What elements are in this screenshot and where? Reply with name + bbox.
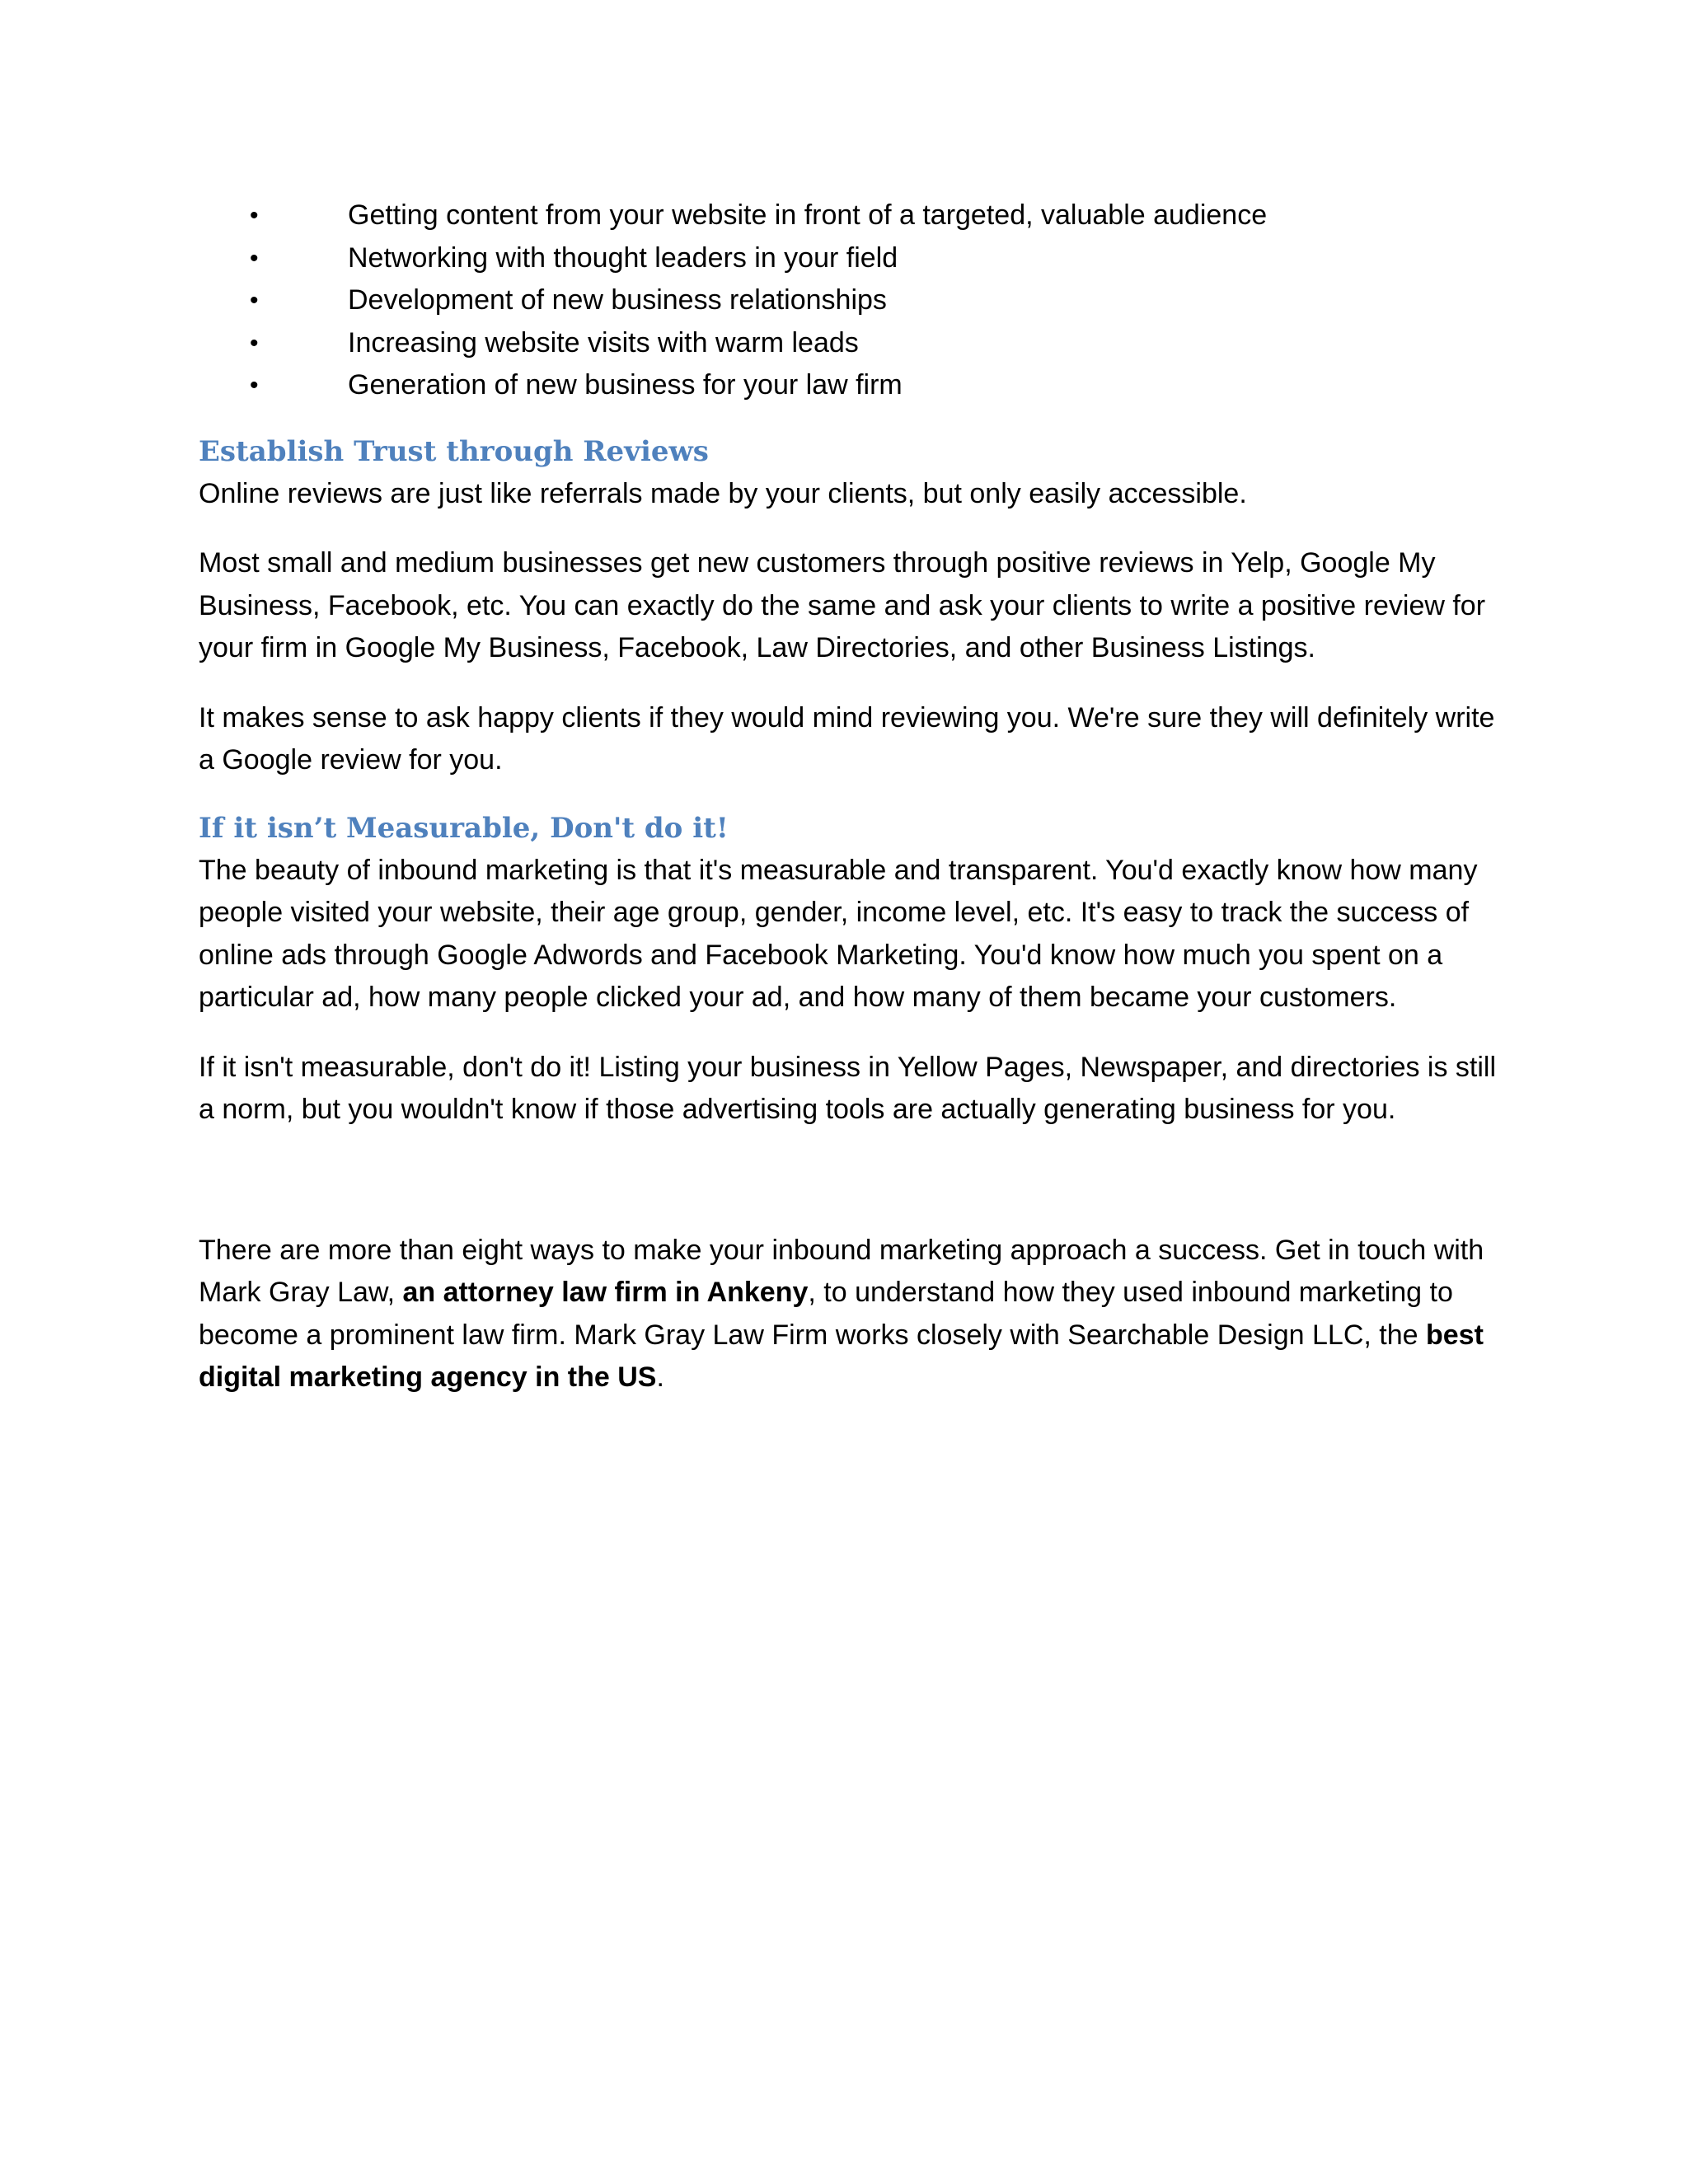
- measurable-paragraph-1: The beauty of inbound marketing is that it's measurable and transparent. You'd exactly know how many people visited your website, their age group, gender, income level, etc. It's easy to track the success of online ads through Google Adwords and Facebook Marketing. You'd know how much you spent on a particular ad, how many people clicked your ad, and how many of them became your customers.: [199, 854, 1478, 1013]
- list-item-text: Networking with thought leaders in your field: [348, 241, 898, 274]
- benefits-list: [199, 194, 1501, 407]
- closing-bold-link-2: best digital marketing agency in the US: [199, 1319, 1484, 1393]
- document-content: [199, 194, 1501, 1399]
- closing-paragraph: [199, 1230, 1501, 1399]
- list-item: [199, 237, 1501, 280]
- closing-text-1: There are more than eight ways to make your inbound marketing approach a success. Get in touch with Mark Gray Law,: [199, 1234, 1484, 1308]
- closing-bold-link-1: an attorney law firm in Ankeny: [402, 1277, 809, 1308]
- spacer: [199, 1132, 1501, 1230]
- bullet-icon: •: [250, 372, 259, 399]
- bullet-icon: •: [250, 329, 259, 357]
- list-item-text: Increasing website visits with warm leads: [348, 326, 859, 359]
- reviews-paragraph-1: Online reviews are just like referrals made by your clients, but only easily accessible.: [199, 477, 1247, 509]
- closing-text-2: , to understand how they used inbound marketing to become a prominent law firm. Mark Gray Law Firm works closely with Searchable Design LLC, the: [199, 1277, 1453, 1351]
- spacer: [199, 1019, 1501, 1047]
- bullet-icon: •: [250, 244, 259, 272]
- reviews-paragraph-3: It makes sense to ask happy clients if they would mind reviewing you. We're sure they will definitely write a Google review for you.: [199, 701, 1495, 776]
- measurable-paragraph-2: If it isn't measurable, don't do it! Listing your business in Yellow Pages, Newspaper, and directories is still a norm, but you wouldn't know if those advertising tools are actually generating business for you.: [199, 1051, 1497, 1125]
- spacer: [199, 670, 1501, 697]
- list-item-text: Generation of new business for your law firm: [348, 369, 903, 401]
- list-item: [199, 194, 1501, 237]
- spacer: [199, 407, 1501, 430]
- bullet-icon: •: [250, 287, 259, 314]
- list-item: [199, 279, 1501, 322]
- list-item: [199, 322, 1501, 365]
- closing-text-3: .: [656, 1361, 664, 1393]
- spacer: [199, 515, 1501, 542]
- reviews-paragraph-2: Most small and medium businesses get new customers through positive reviews in Yelp, Google My Business, Facebook, etc. You can exactly do the same and ask your clients to write a positive review for your firm in Google My Business, Facebook, Law Directories, and other Business Listings.: [199, 547, 1486, 663]
- list-item-text: Development of new business relationships: [348, 284, 887, 316]
- bullet-icon: •: [250, 202, 259, 229]
- measurable-heading: If it isn’t Measurable, Don't do it!: [199, 811, 729, 845]
- list-item: [199, 364, 1501, 407]
- spacer: [199, 782, 1501, 807]
- list-item-text: Getting content from your website in front of a targeted, valuable audience: [348, 199, 1268, 231]
- reviews-heading: Establish Trust through Reviews: [199, 434, 709, 468]
